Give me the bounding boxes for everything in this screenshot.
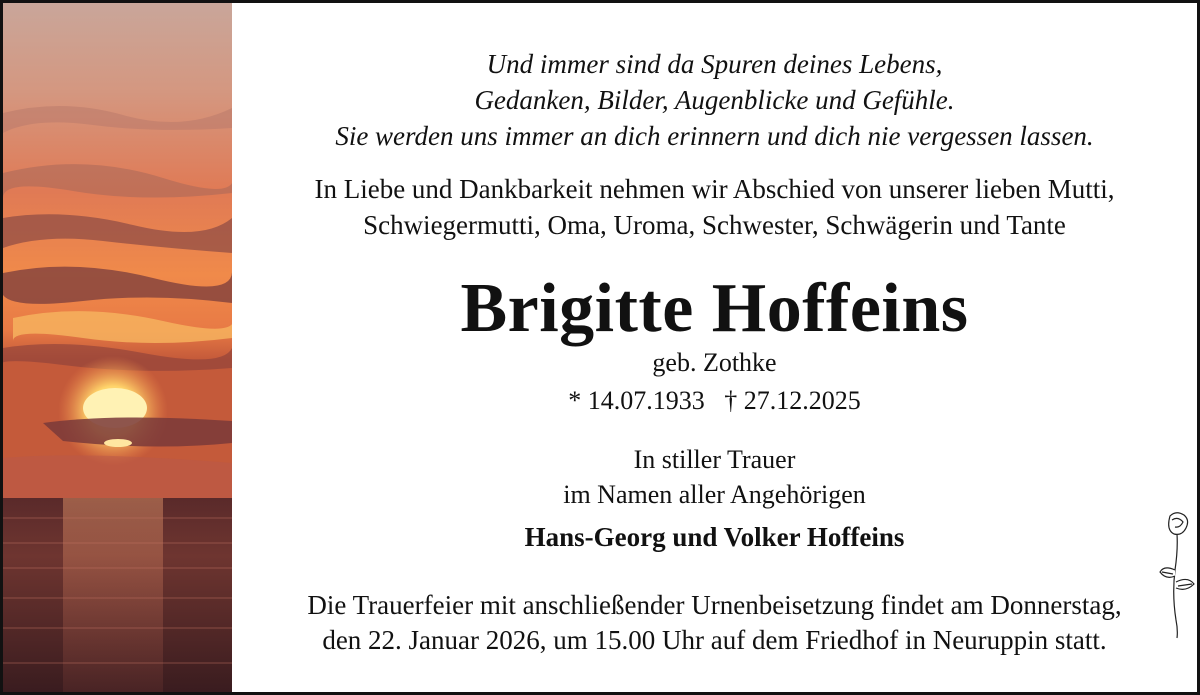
sunset-photo — [3, 3, 232, 692]
obituary-text — [232, 3, 1197, 692]
mourner-names: Hans-Georg und Volker Hoffeins — [524, 522, 905, 552]
mourning-line-1: In stiller Trauer — [633, 445, 796, 474]
poem-line-2: Gedanken, Bilder, Augenblicke und Gefühle. — [474, 85, 955, 115]
rose-icon — [1158, 510, 1198, 640]
birth-name: geb. Zothke — [652, 348, 777, 377]
life-dates: * 14.07.1933 † 27.12.2025 — [568, 386, 861, 415]
poem-line-1: Und immer sind da Spuren deines Lebens, — [486, 49, 943, 79]
poem-line-3: Sie werden uns immer an dich erinnern und dich nie vergessen lassen. — [335, 121, 1094, 151]
funeral-line-1: Die Trauerfeier mit anschließender Urnenbeisetzung findet am Donnerstag, — [307, 590, 1122, 620]
intro-line-2: Schwiegermutti, Oma, Uroma, Schwester, Schwägerin und Tante — [363, 210, 1066, 240]
deceased-name: Brigitte Hoffeins — [460, 270, 969, 347]
sunset-over-sea-image — [3, 3, 232, 692]
mourning-line-2: im Namen aller Angehörigen — [563, 480, 866, 509]
intro-line-1: In Liebe und Dankbarkeit nehmen wir Abschied von unserer lieben Mutti, — [314, 174, 1115, 204]
funeral-line-2: den 22. Januar 2026, um 15.00 Uhr auf dem Friedhof in Neuruppin statt. — [322, 625, 1107, 655]
